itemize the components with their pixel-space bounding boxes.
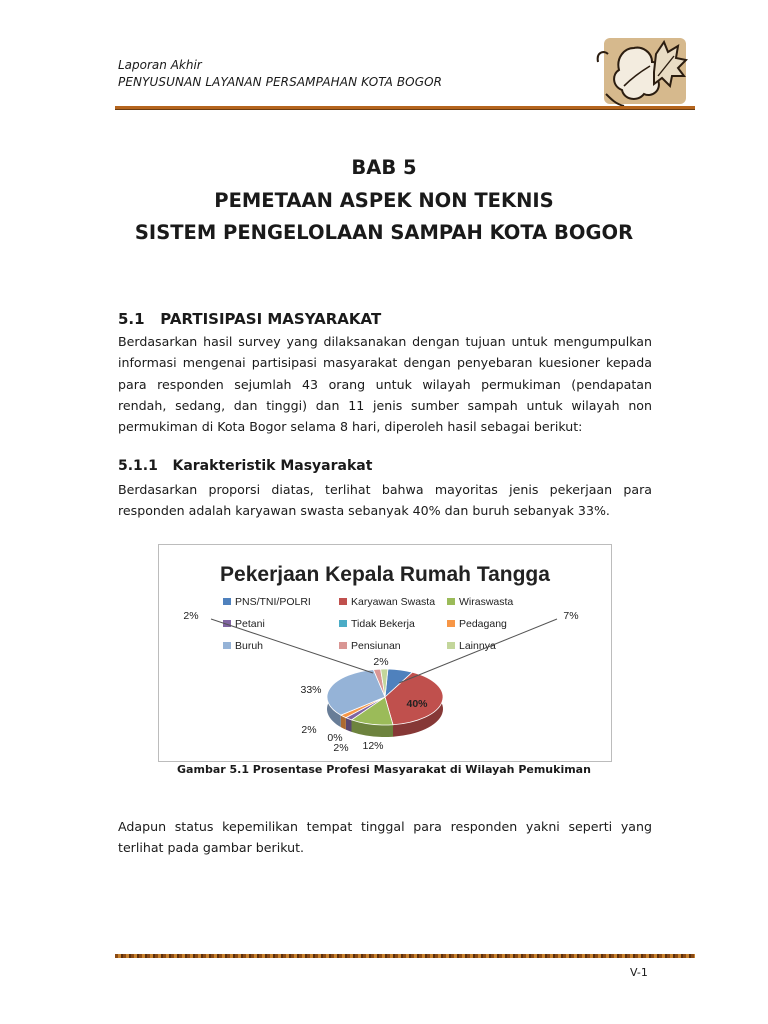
pie-chart-figure bbox=[158, 544, 612, 762]
data-label-pedagang: 2% bbox=[301, 724, 317, 736]
closing-paragraph: Adapun status kepemilikan tempat tinggal para responden yakni seperti yang terlihat pada gambar berikut. bbox=[118, 819, 652, 856]
footer-divider bbox=[115, 954, 695, 958]
legend-swatch-buruh bbox=[223, 642, 231, 649]
header-project-title: PENYUSUNAN LAYANAN PERSAMPAHAN KOTA BOGOR bbox=[118, 75, 443, 89]
chapter-number: BAB 5 bbox=[351, 156, 417, 179]
data-label-lainnya: 2% bbox=[333, 742, 349, 754]
legend-swatch-pns-tni-polri bbox=[223, 598, 231, 605]
data-label-pensiunan: 2% bbox=[373, 656, 389, 668]
legend-label-pns-tni-polri: PNS/TNI/POLRI bbox=[235, 596, 311, 608]
legend-label-petani: Petani bbox=[235, 618, 265, 630]
legend-label-tidak-bekerja: Tidak Bekerja bbox=[351, 618, 415, 630]
data-label-tidak-bekerja: 0% bbox=[327, 732, 343, 744]
header-report-label: Laporan Akhir bbox=[118, 58, 202, 72]
chart-title: Pekerjaan Kepala Rumah Tangga bbox=[220, 563, 550, 586]
data-label-petani: 2% bbox=[183, 610, 199, 622]
data-label-wiraswasta: 12% bbox=[362, 740, 384, 752]
data-label-karyawan-swasta: 40% bbox=[406, 698, 428, 710]
legend-swatch-lainnya bbox=[447, 642, 455, 649]
legend-swatch-pensiunan bbox=[339, 642, 347, 649]
legend-swatch-wiraswasta bbox=[447, 598, 455, 605]
section-heading-5-1: 5.1 PARTISIPASI MASYARAKAT bbox=[118, 310, 382, 328]
legend-swatch-pedagang bbox=[447, 620, 455, 627]
legend-label-pedagang: Pedagang bbox=[459, 618, 507, 630]
legend-swatch-karyawan-swasta bbox=[339, 598, 347, 605]
section-5-1-paragraph: Berdasarkan hasil survey yang dilaksanakan dengan tujuan untuk mengumpulkan informasi mengenai partisipasi masyarakat dengan penyebaran kuesioner kepada para responden sejumlah 43 orang untuk wilayah permukiman (pendapatan rendah, sedang, dan tinggi) dan 11 jenis sumber sampah untuk wilayah non permukiman di Kota Bogor selama 8 hari, diperoleh hasil sebagai berikut: bbox=[118, 334, 652, 435]
data-label-pns-tni-polri: 7% bbox=[563, 610, 579, 622]
chapter-title-line2: SISTEM PENGELOLAAN SAMPAH KOTA BOGOR bbox=[134, 221, 634, 244]
legend-label-lainnya: Lainnya bbox=[459, 640, 496, 652]
page-number: V-1 bbox=[630, 966, 648, 979]
leaves-icon bbox=[594, 24, 690, 110]
legend-swatch-tidak-bekerja bbox=[339, 620, 347, 627]
header-divider bbox=[115, 106, 695, 110]
data-label-buruh: 33% bbox=[300, 684, 322, 696]
legend-label-pensiunan: Pensiunan bbox=[351, 640, 401, 652]
legend-label-buruh: Buruh bbox=[235, 640, 264, 652]
section-5-1-1-paragraph: Berdasarkan proporsi diatas, terlihat bahwa mayoritas jenis pekerjaan para responden adalah karyawan swasta sebanyak 40% dan buruh sebanyak 33%. bbox=[118, 482, 652, 519]
legend-label-wiraswasta: Wiraswasta bbox=[459, 596, 514, 608]
chapter-title-line1: PEMETAAN ASPEK NON TEKNIS bbox=[214, 189, 554, 212]
section-heading-5-1-1: 5.1.1 Karakteristik Masyarakat bbox=[118, 458, 373, 474]
legend-label-karyawan-swasta: Karyawan Swasta bbox=[351, 596, 436, 608]
figure-caption: Gambar 5.1 Prosentase Profesi Masyarakat di Wilayah Pemukiman bbox=[177, 763, 591, 776]
